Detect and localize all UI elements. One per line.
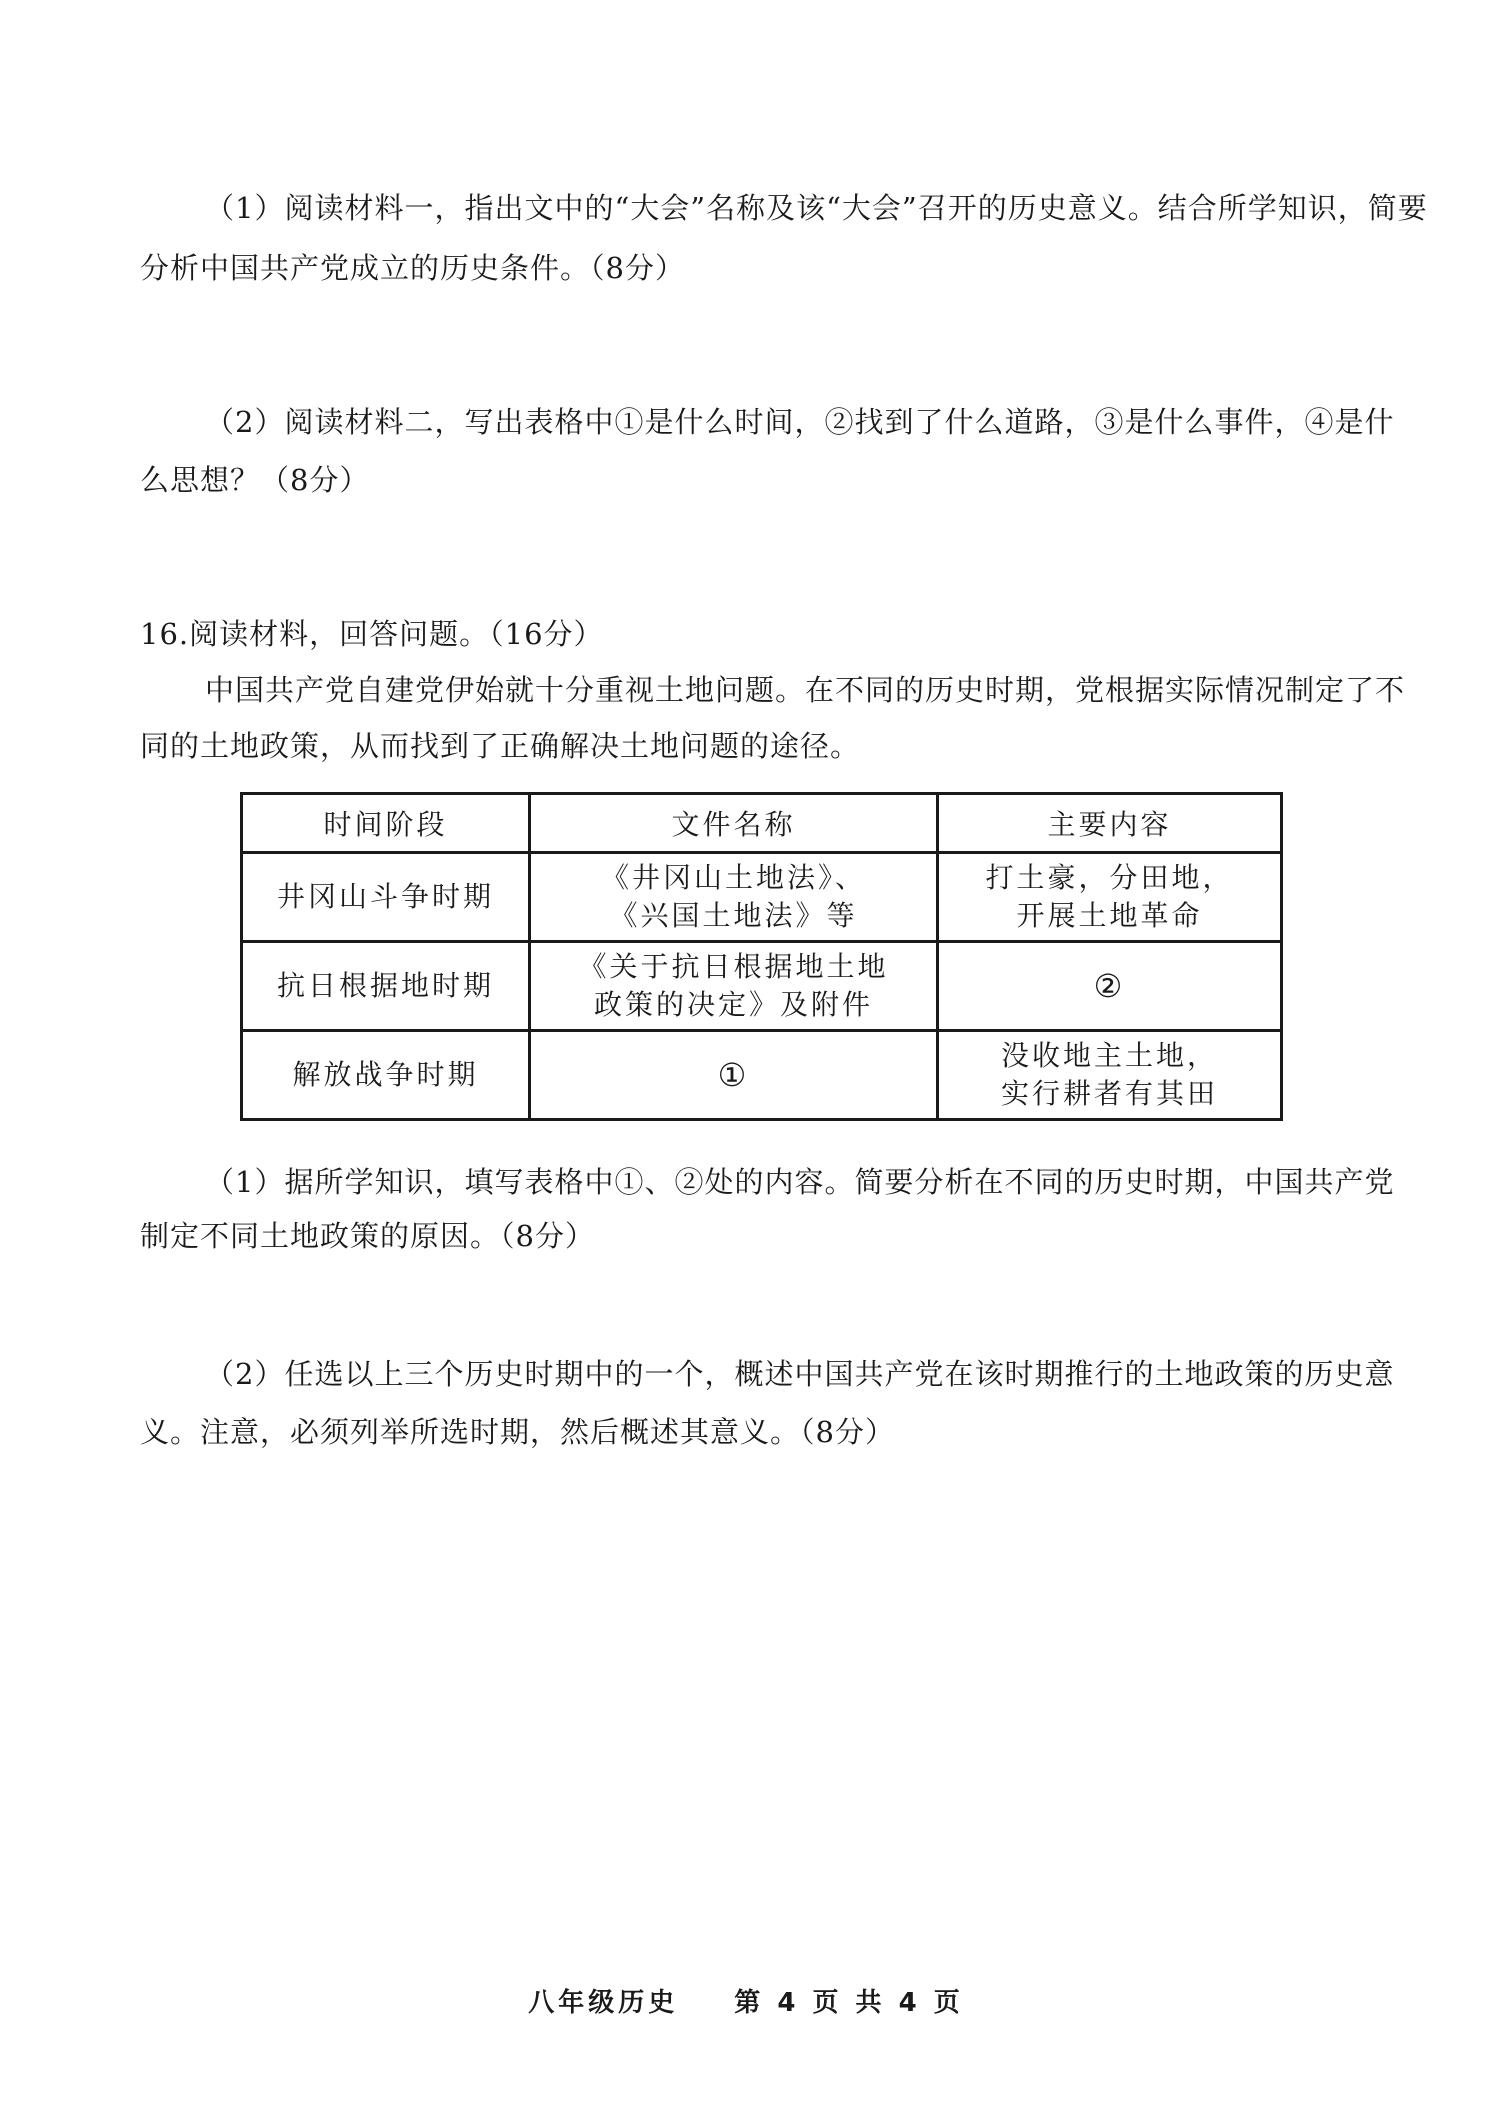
- q16-sub2-line2: 义。注意，必须列举所选时期，然后概述其意义。（8分）: [140, 1415, 895, 1449]
- cell-content: [938, 853, 1282, 942]
- header-period: 时间阶段: [242, 794, 530, 853]
- q15-sub1-line1: （1）阅读材料一，指出文中的“大会”名称及该“大会”召开的历史意义。结合所学知识，简要: [205, 191, 1428, 225]
- cell-content: [938, 1031, 1282, 1120]
- cell-content-line: 打土豪，分田地，: [985, 861, 1234, 894]
- cell-content-line: 没收地主土地，: [1000, 1039, 1218, 1072]
- q15-sub2-line1: （2）阅读材料二，写出表格中①是什么时间，②找到了什么道路，③是什么事件，④是什: [205, 405, 1395, 439]
- q16-material-line1: 中国共产党自建党伊始就十分重视土地问题。在不同的历史时期，党根据实际情况制定了不: [205, 673, 1406, 707]
- q16-title: 16.阅读材料，回答问题。（16分）: [140, 617, 604, 651]
- cell-document-line: 《井冈山土地法》、: [600, 861, 866, 894]
- cell-content-line: 开展土地革命: [1016, 899, 1203, 932]
- cell-period: 抗日根据地时期: [242, 942, 530, 1031]
- q16-sub1-line1: （1）据所学知识，填写表格中①、②处的内容。简要分析在不同的历史时期，中国共产党: [205, 1165, 1395, 1199]
- footer-subject: 八年级历史: [528, 1988, 679, 2018]
- cell-document: [530, 942, 938, 1031]
- q15-sub1-line2: 分析中国共产党成立的历史条件。（8分）: [140, 251, 685, 285]
- q16-material-line2: 同的土地政策，从而找到了正确解决土地问题的途径。: [140, 729, 861, 763]
- q16-sub2-line1: （2）任选以上三个历史时期中的一个，概述中国共产党在该时期推行的土地政策的历史意: [205, 1357, 1395, 1391]
- cell-period: 解放战争时期: [242, 1031, 530, 1120]
- cell-document-blank: ①: [530, 1031, 938, 1120]
- table-row: [242, 853, 1282, 942]
- header-document: 文件名称: [530, 794, 938, 853]
- land-policy-table: [240, 792, 1283, 1121]
- cell-period: 井冈山斗争时期: [242, 853, 530, 942]
- cell-document-line: 《关于抗日根据地土地: [578, 950, 889, 983]
- page-footer: [0, 1982, 1492, 2019]
- cell-document-line: 政策的决定》及附件: [593, 988, 873, 1021]
- cell-document: [530, 853, 938, 942]
- table-row: [242, 942, 1282, 1031]
- table-row: [242, 1031, 1282, 1120]
- footer-page-info: 第 4 页 共 4 页: [734, 1988, 964, 2018]
- cell-content-blank: ②: [938, 942, 1282, 1031]
- q16-sub1-line2: 制定不同土地政策的原因。（8分）: [140, 1219, 595, 1253]
- table-header-row: [242, 794, 1282, 853]
- q15-sub2-line2: 么思想？（8分）: [140, 463, 370, 497]
- cell-document-line: 《兴国土地法》等: [609, 899, 858, 932]
- header-content: 主要内容: [938, 794, 1282, 853]
- cell-content-line: 实行耕者有其田: [1000, 1077, 1218, 1110]
